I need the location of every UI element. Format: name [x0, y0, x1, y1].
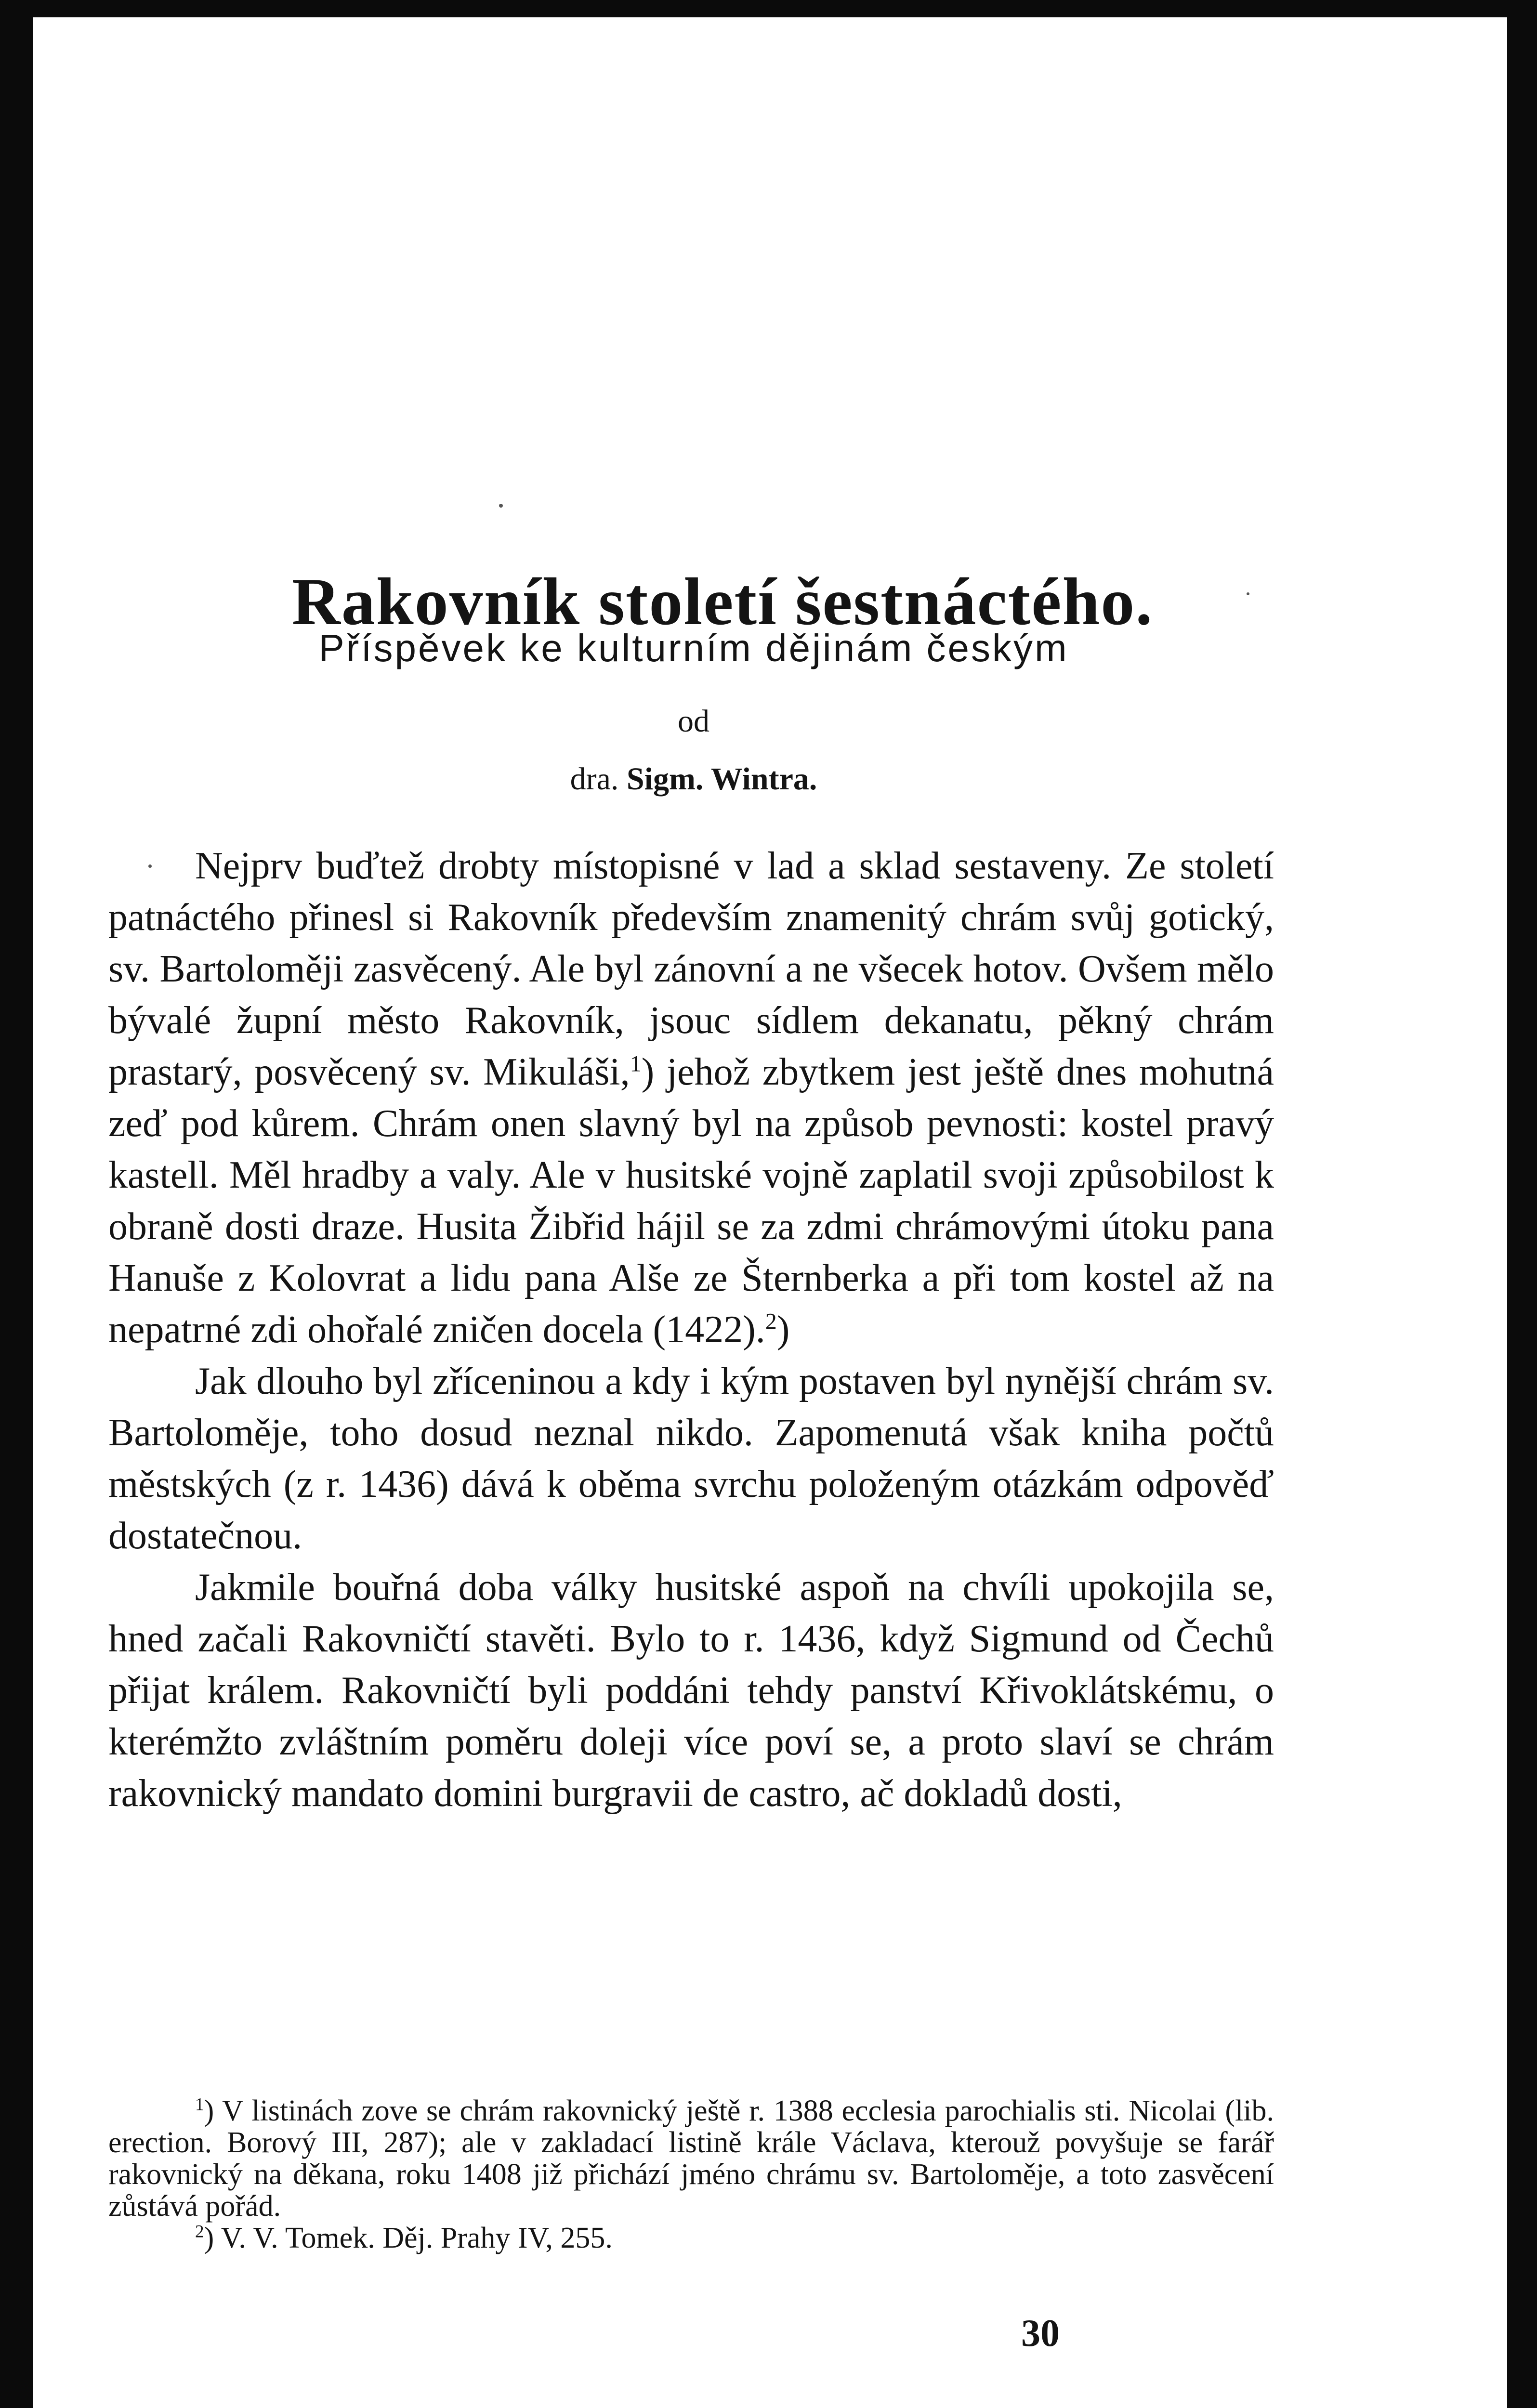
footnote-ref: 1 [630, 1051, 642, 1077]
body-paragraph: Nejprv buďtež drobty místopisné v lad a sklad sestaveny. Ze století patnáctého přinesl si Rakovník především znamenitý chrám svůj gotický, sv. Bartoloměji zasvěcený. Ale byl zánovní a ne všecek hotov. Ovšem mělo bývalé župní město Rakovník, jsouc sídlem dekanatu, pěkný chrám prastarý, posvěcený sv. Mikuláši,$^1$) jehož zbytkem jest ještě dnes mohutná zeď pod kůrem. Chrám onen slavný byl na způsob pevnosti: kostel pravý kastell. Měl hradby a valy. Ale v husitské vojně zaplatil svoji způsobilost k obraně dosti draze. Husita Žibřid hájil se za zdmi chrámovými útoku pana Hanuše z Kolovrat a lidu pana Alše ze Šternberka a při tom kostel až na nepatrné zdi ohořalé zničen docela (1422).$^2$) [108, 845, 1274, 1351]
scan-speck [499, 504, 503, 508]
footnote-marker: 1 [195, 2094, 204, 2115]
article-subtitle: Příspěvek ke kulturním dějinám českým [318, 627, 1069, 669]
page-number: 30 [1021, 2312, 1060, 2355]
footnote-marker: 2 [195, 2222, 204, 2242]
author-prefix: dra. [570, 761, 619, 797]
scan-border-left [0, 0, 33, 2408]
body-paragraph: Jakmile bouřná doba války husitské aspoň na chvíli upokojila se, hned začali Rakovničtí stavěti. Bylo to r. 1436, když Sigmund od Čechů přijat králem. Rakovničtí byli poddáni tehdy panství Křivoklátskému, o kterémžto zvláštním poměru doleji více poví se, a proto slaví se chrám rakovnický mandato domini burgravii de castro, ač dokladů dosti, [108, 1566, 1274, 1815]
article-title: Rakovník století šestnáctého. [291, 564, 1154, 639]
body-paragraph: Jak dlouho byl zříceninou a kdy i kým postaven byl nynější chrám sv. Bartoloměje, toho dosud neznal nikdo. Zapomenutá však kniha počtů městských (z r. 1436) dává k oběma svrchu položeným otázkám odpověď dostatečnou. [108, 1360, 1274, 1557]
footnote: $^2$) V. V. Tomek. Děj. Prahy IV, 255. [195, 2222, 613, 2254]
footnote: $^1$) V listinách zove se chrám rakovnický ještě r. 1388 ecclesia parochialis sti. Nicolai (lib. erection. Borový III, 287); ale v zakladací listině krále Václava, kterouž povyšuje se farář rakovnický na děkana, roku 1408 již přichází jméno chrámu sv. Bartoloměje, a toto zasvěcení zůstává pořád. [108, 2094, 1274, 2223]
body-text [108, 840, 1274, 1819]
author-name: Sigm. Wintra. [626, 761, 817, 797]
scan-border-top [0, 0, 1537, 17]
footnotes [108, 2095, 1274, 2254]
footnote-ref: 2 [765, 1309, 777, 1335]
byline-preposition: od [678, 704, 709, 739]
author-byline [424, 761, 963, 798]
scan-border-right [1507, 0, 1537, 2408]
